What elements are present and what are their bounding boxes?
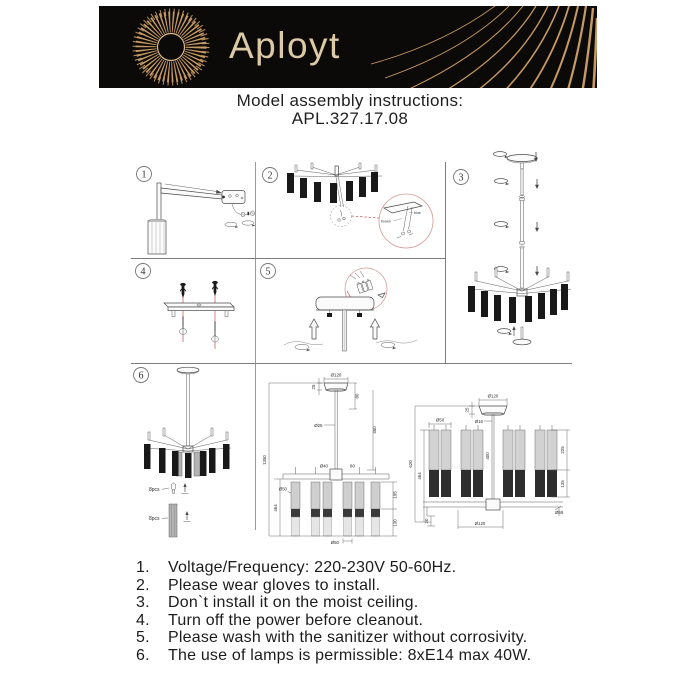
instruction-number: 2. bbox=[136, 576, 150, 594]
svg-text:3: 3 bbox=[458, 172, 464, 184]
instruction-text: Please wear gloves to install. bbox=[168, 576, 381, 594]
svg-text:Ø16: Ø16 bbox=[474, 419, 483, 424]
svg-text:Ø120: Ø120 bbox=[474, 521, 486, 526]
assembly-step-5 bbox=[256, 259, 445, 367]
instruction-text: Turn off the power before cleanout. bbox=[168, 611, 424, 629]
parts-list bbox=[149, 483, 191, 537]
instruction-text: Please wash with the sanitizer without corrosivity. bbox=[168, 629, 528, 647]
svg-text:80: 80 bbox=[350, 463, 355, 469]
svg-text:25: 25 bbox=[464, 407, 470, 413]
step-number-badge bbox=[134, 368, 149, 383]
instruction-item bbox=[136, 559, 596, 577]
svg-text:400: 400 bbox=[485, 452, 490, 460]
shade-icon bbox=[169, 504, 177, 537]
svg-text:6: 6 bbox=[138, 370, 144, 382]
svg-text:Ø25: Ø25 bbox=[314, 423, 323, 428]
front-shade-columns bbox=[291, 482, 380, 536]
step-2-drawing bbox=[256, 161, 445, 257]
rays-decoration-icon bbox=[367, 6, 597, 88]
svg-text:Ø59: Ø59 bbox=[555, 510, 564, 515]
svg-text:80: 80 bbox=[354, 393, 360, 399]
svg-text:130: 130 bbox=[392, 519, 398, 527]
dimension-drawing-side bbox=[408, 394, 570, 530]
step-1-drawing bbox=[131, 161, 255, 257]
svg-text:1350: 1350 bbox=[262, 455, 267, 465]
assembly-step-4 bbox=[131, 259, 255, 367]
instructions-list bbox=[136, 559, 596, 665]
instruction-item bbox=[136, 594, 596, 612]
instruction-item bbox=[136, 577, 596, 595]
svg-text:Ø50: Ø50 bbox=[278, 486, 287, 492]
assembly-step-1 bbox=[131, 161, 255, 262]
svg-text:2: 2 bbox=[267, 170, 273, 182]
svg-text:25: 25 bbox=[311, 384, 316, 390]
instruction-text: Don`t install it on the moist ceiling. bbox=[168, 594, 419, 612]
anchor-screw bbox=[212, 281, 218, 296]
svg-text:225: 225 bbox=[560, 446, 565, 454]
svg-text:464: 464 bbox=[417, 472, 422, 480]
assembly-step-2 bbox=[256, 161, 445, 262]
svg-text:4: 4 bbox=[140, 266, 146, 278]
step-5-drawing bbox=[256, 259, 445, 362]
step-3-drawing bbox=[446, 150, 571, 362]
assembly-step-6 bbox=[131, 364, 571, 551]
svg-text:Ø50: Ø50 bbox=[435, 417, 445, 423]
step-4-drawing bbox=[131, 259, 255, 362]
svg-text:1: 1 bbox=[141, 169, 147, 181]
step-number-badge bbox=[454, 170, 469, 185]
assembled-chandelier bbox=[144, 367, 231, 478]
sunburst-logo-icon bbox=[123, 7, 219, 87]
instruction-item bbox=[136, 629, 596, 647]
instruction-item bbox=[136, 612, 596, 630]
svg-text:Ø40: Ø40 bbox=[319, 463, 328, 469]
wire-label-blue: blue bbox=[414, 211, 421, 215]
model-number: APL.327.17.08 bbox=[291, 109, 409, 128]
step-number-badge bbox=[137, 167, 152, 182]
brand-banner bbox=[99, 6, 597, 88]
side-shade-columns bbox=[429, 425, 557, 497]
insert-arrow-icon bbox=[184, 511, 191, 522]
bulb-qty-label: 8pcs bbox=[149, 487, 160, 493]
step-number-badge bbox=[263, 168, 278, 183]
title-block bbox=[0, 92, 700, 128]
svg-text:195: 195 bbox=[392, 491, 398, 499]
instruction-number: 5. bbox=[136, 629, 150, 647]
shade-qty-label: 8pcs bbox=[149, 516, 160, 522]
step-number-badge bbox=[136, 264, 151, 279]
anchor-screw bbox=[180, 283, 186, 298]
instruction-text: The use of lamps is permissible: 8xE14 max 40W. bbox=[168, 646, 532, 664]
step-number-badge bbox=[261, 264, 276, 279]
svg-text:Ø120: Ø120 bbox=[487, 393, 499, 399]
assembly-step-3 bbox=[446, 150, 571, 367]
instruction-number: 3. bbox=[136, 594, 150, 612]
terminal-block bbox=[356, 279, 373, 294]
bulb-icon bbox=[171, 483, 176, 493]
wire-label-brown: brown bbox=[381, 219, 391, 224]
insert-arrow-icon bbox=[182, 483, 189, 494]
svg-text:20: 20 bbox=[424, 518, 429, 524]
machine-screw bbox=[180, 317, 187, 335]
instruction-item bbox=[136, 647, 596, 665]
instruction-text: Voltage/Frequency: 220-230V 50-60Hz. bbox=[168, 559, 457, 576]
svg-text:450: 450 bbox=[372, 426, 377, 434]
svg-text:135: 135 bbox=[560, 480, 565, 488]
brand-name: Aployt bbox=[229, 25, 341, 66]
step-6-drawing bbox=[131, 364, 571, 546]
svg-text:Ø50: Ø50 bbox=[330, 540, 339, 545]
svg-text:Ø120: Ø120 bbox=[330, 372, 342, 378]
dimension-drawing-front bbox=[262, 373, 398, 546]
sheet-title: Model assembly instructions: bbox=[236, 91, 464, 110]
instruction-number: 6. bbox=[136, 646, 150, 664]
machine-screw bbox=[212, 322, 219, 342]
instruction-number: 1. bbox=[136, 559, 150, 576]
instruction-number: 4. bbox=[136, 611, 150, 629]
svg-text:620: 620 bbox=[408, 460, 413, 468]
svg-text:464: 464 bbox=[273, 504, 278, 512]
svg-text:5: 5 bbox=[265, 266, 271, 278]
